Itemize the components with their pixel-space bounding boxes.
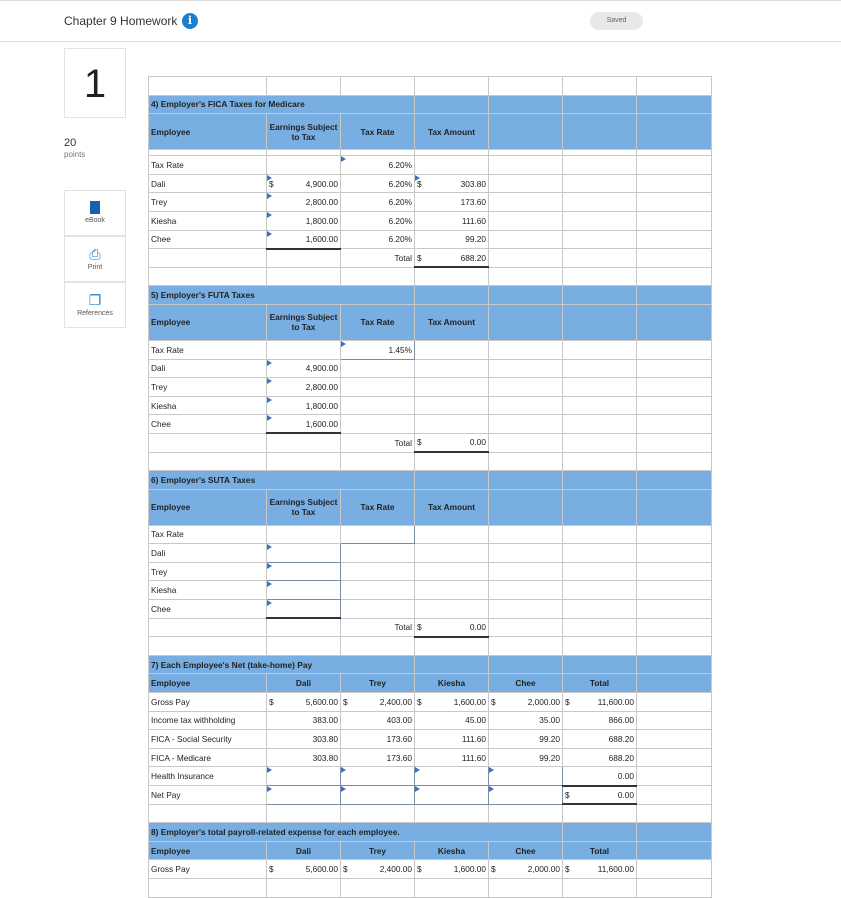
cell-value: 99.20 bbox=[489, 730, 563, 749]
section-7-title-row bbox=[149, 655, 712, 674]
table-row bbox=[149, 878, 712, 897]
table-row bbox=[149, 378, 712, 397]
header-tax-rate: Tax Rate bbox=[341, 114, 415, 150]
ebook-button[interactable] bbox=[64, 190, 126, 236]
dollar-sign: $ bbox=[417, 178, 422, 189]
header-chee: Chee bbox=[489, 841, 563, 860]
dollar-sign: $ bbox=[417, 437, 422, 448]
total-row bbox=[149, 433, 712, 452]
row-label: Gross Pay bbox=[149, 860, 267, 879]
cell-value: 173.60 bbox=[341, 730, 415, 749]
total-label: Total bbox=[341, 618, 415, 637]
table-row bbox=[149, 562, 712, 581]
net-input-chee[interactable] bbox=[489, 786, 563, 805]
row-label: Kiesha bbox=[149, 396, 267, 415]
row-label: Kiesha bbox=[149, 581, 267, 600]
total-row bbox=[149, 618, 712, 637]
health-input-trey[interactable] bbox=[341, 767, 415, 786]
total-value: 688.20 bbox=[460, 252, 486, 263]
gross-pay-row bbox=[149, 693, 712, 712]
table-row bbox=[149, 396, 712, 415]
header-earnings: Earnings Subject to Tax bbox=[267, 489, 341, 525]
section-title: 6) Employer's SUTA Taxes bbox=[149, 471, 415, 490]
earnings-input[interactable] bbox=[267, 544, 341, 563]
dollar-sign: $ bbox=[417, 252, 422, 263]
book-icon bbox=[90, 201, 100, 214]
header-employee: Employee bbox=[149, 304, 267, 340]
header-employee: Employee bbox=[149, 489, 267, 525]
table-row bbox=[149, 230, 712, 249]
gross-chee: 2,000.00 bbox=[527, 696, 560, 707]
points-display bbox=[64, 138, 85, 160]
assignment-title: Chapter 9 Homework bbox=[64, 14, 178, 28]
header-earnings: Earnings Subject to Tax bbox=[267, 304, 341, 340]
tax-rate-value: 6.20% bbox=[341, 230, 415, 249]
tax-rate-input[interactable] bbox=[341, 525, 415, 544]
fica-medicare-row bbox=[149, 748, 712, 767]
row-label: FICA - Medicare bbox=[149, 748, 267, 767]
row-label: Dali bbox=[149, 174, 267, 193]
tax-rate-value: 6.20% bbox=[341, 156, 415, 175]
dollar-sign: $ bbox=[565, 696, 570, 707]
references-label: References bbox=[77, 310, 113, 317]
table-row bbox=[149, 211, 712, 230]
gross-dali: 5,600.00 bbox=[305, 864, 338, 875]
section-7-header-row bbox=[149, 674, 712, 693]
header-earnings: Earnings Subject to Tax bbox=[267, 114, 341, 150]
earnings-value: 1,800.00 bbox=[267, 396, 341, 415]
section-5-title-row bbox=[149, 286, 712, 305]
health-input-chee[interactable] bbox=[489, 767, 563, 786]
header-trey: Trey bbox=[341, 841, 415, 860]
earnings-value: 1,600.00 bbox=[267, 415, 341, 434]
section-title: 5) Employer's FUTA Taxes bbox=[149, 286, 415, 305]
header-employee: Employee bbox=[149, 114, 267, 150]
net-input-dali[interactable] bbox=[267, 786, 341, 805]
print-label: Print bbox=[87, 264, 103, 271]
dollar-sign: $ bbox=[565, 864, 570, 875]
section-5-header-row bbox=[149, 304, 712, 340]
row-label: Tax Rate bbox=[149, 525, 267, 544]
references-button[interactable] bbox=[64, 282, 126, 328]
dollar-sign: $ bbox=[491, 696, 496, 707]
row-label: Chee bbox=[149, 415, 267, 434]
row-label: Chee bbox=[149, 230, 267, 249]
dollar-sign: $ bbox=[343, 864, 348, 875]
earnings-value: 4,900.00 bbox=[267, 359, 341, 378]
tax-rate-value: 6.20% bbox=[341, 174, 415, 193]
gross-kiesha: 1,600.00 bbox=[453, 864, 486, 875]
table-row bbox=[149, 359, 712, 378]
header-dali: Dali bbox=[267, 841, 341, 860]
section-6-header-row bbox=[149, 489, 712, 525]
cell-value: 303.80 bbox=[267, 730, 341, 749]
points-label: points bbox=[64, 150, 86, 159]
gross-trey: 2,400.00 bbox=[379, 864, 412, 875]
printer-icon: ⎙ bbox=[89, 246, 101, 262]
tax-rate-value: 6.20% bbox=[341, 193, 415, 212]
cell-value: 111.60 bbox=[415, 748, 489, 767]
total-value: 0.00 bbox=[469, 622, 486, 633]
cell-value: 35.00 bbox=[489, 711, 563, 730]
income-tax-row bbox=[149, 711, 712, 730]
table-row bbox=[149, 525, 712, 544]
tax-rate-input[interactable]: 1.45% bbox=[341, 340, 415, 359]
row-label: Chee bbox=[149, 600, 267, 619]
top-bar bbox=[0, 0, 841, 42]
table-row bbox=[149, 415, 712, 434]
total-row bbox=[149, 249, 712, 268]
header-chee: Chee bbox=[489, 674, 563, 693]
dollar-sign: $ bbox=[269, 864, 274, 875]
earnings-value: 2,800.00 bbox=[267, 193, 341, 212]
header-dali: Dali bbox=[267, 674, 341, 693]
row-label: Dali bbox=[149, 359, 267, 378]
dollar-sign: $ bbox=[417, 696, 422, 707]
header-tax-rate: Tax Rate bbox=[341, 489, 415, 525]
tax-rate-value: 6.20% bbox=[341, 211, 415, 230]
tax-amount-value: 99.20 bbox=[415, 230, 489, 249]
header-employee: Employee bbox=[149, 841, 267, 860]
earnings-value: 1,600.00 bbox=[267, 230, 341, 249]
dollar-sign: $ bbox=[417, 864, 422, 875]
tax-amount-value: 173.60 bbox=[415, 193, 489, 212]
gross-chee: 2,000.00 bbox=[527, 864, 560, 875]
section-8-header-row bbox=[149, 841, 712, 860]
net-pay-row bbox=[149, 786, 712, 805]
header-tax-amount: Tax Amount bbox=[415, 114, 489, 150]
table-row bbox=[149, 340, 712, 359]
header-tax-amount: Tax Amount bbox=[415, 304, 489, 340]
table-row bbox=[149, 581, 712, 600]
cell-value: 688.20 bbox=[563, 730, 637, 749]
cell-value: 303.80 bbox=[267, 748, 341, 767]
dollar-sign: $ bbox=[417, 622, 422, 633]
row-label: Health Insurance bbox=[149, 767, 267, 786]
gross-dali: 5,600.00 bbox=[305, 696, 338, 707]
health-input-kiesha[interactable] bbox=[415, 767, 489, 786]
worksheet bbox=[148, 76, 712, 898]
header-kiesha: Kiesha bbox=[415, 841, 489, 860]
header-trey: Trey bbox=[341, 674, 415, 693]
row-label: Gross Pay bbox=[149, 693, 267, 712]
worksheet-table bbox=[148, 76, 712, 898]
section-title: 7) Each Employee's Net (take-home) Pay bbox=[149, 655, 415, 674]
dollar-sign: $ bbox=[269, 696, 274, 707]
table-row bbox=[149, 600, 712, 619]
header-tax-amount: Tax Amount bbox=[415, 489, 489, 525]
row-label: Kiesha bbox=[149, 211, 267, 230]
dollar-sign: $ bbox=[491, 864, 496, 875]
row-label: Trey bbox=[149, 378, 267, 397]
cell-value: 45.00 bbox=[415, 711, 489, 730]
copy-icon: ❐ bbox=[88, 292, 102, 308]
health-insurance-row bbox=[149, 767, 712, 786]
earnings-value: 4,900.00 bbox=[305, 178, 338, 189]
gross-pay-row bbox=[149, 860, 712, 879]
section-4-header-row bbox=[149, 114, 712, 150]
earnings-value: 1,800.00 bbox=[267, 211, 341, 230]
net-total: 0.00 bbox=[617, 789, 634, 800]
header-kiesha: Kiesha bbox=[415, 674, 489, 693]
dollar-sign: $ bbox=[565, 789, 570, 800]
row-label: Tax Rate bbox=[149, 340, 267, 359]
dollar-sign: $ bbox=[343, 696, 348, 707]
section-8-title-row bbox=[149, 823, 712, 842]
ebook-label: eBook bbox=[85, 217, 105, 224]
row-label: Trey bbox=[149, 193, 267, 212]
header-total: Total bbox=[563, 841, 637, 860]
row-label: Dali bbox=[149, 544, 267, 563]
total-label: Total bbox=[341, 433, 415, 452]
cell-value: 688.20 bbox=[563, 748, 637, 767]
section-6-title-row bbox=[149, 471, 712, 490]
table-row bbox=[149, 156, 712, 175]
tax-amount-value: 303.80 bbox=[460, 178, 486, 189]
section-title: 8) Employer's total payroll-related expense for each employee. bbox=[149, 823, 563, 842]
earnings-value: 2,800.00 bbox=[267, 378, 341, 397]
net-input-kiesha[interactable] bbox=[415, 786, 489, 805]
total-value: 0.00 bbox=[469, 437, 486, 448]
table-row bbox=[149, 193, 712, 212]
cell-value: 111.60 bbox=[415, 730, 489, 749]
question-number: 1 bbox=[64, 48, 126, 118]
earnings-input[interactable] bbox=[267, 581, 341, 600]
header-total: Total bbox=[563, 674, 637, 693]
cell-value: 99.20 bbox=[489, 748, 563, 767]
gross-kiesha: 1,600.00 bbox=[453, 696, 486, 707]
row-label: Net Pay bbox=[149, 786, 267, 805]
row-label: Trey bbox=[149, 562, 267, 581]
fica-ss-row bbox=[149, 730, 712, 749]
points-value: 20 bbox=[64, 137, 77, 149]
row-label: Income tax withholding bbox=[149, 711, 267, 730]
cell-value: 403.00 bbox=[341, 711, 415, 730]
section-4-title-row bbox=[149, 95, 712, 114]
cell-value: 383.00 bbox=[267, 711, 341, 730]
info-icon[interactable]: i bbox=[182, 13, 198, 29]
row-label: FICA - Social Security bbox=[149, 730, 267, 749]
earnings-input[interactable] bbox=[267, 562, 341, 581]
header-tax-rate: Tax Rate bbox=[341, 304, 415, 340]
cell-value: 866.00 bbox=[563, 711, 637, 730]
dollar-sign: $ bbox=[269, 178, 274, 189]
tax-amount-value: 111.60 bbox=[415, 211, 489, 230]
saved-badge: Saved bbox=[590, 12, 643, 30]
row-label: Tax Rate bbox=[149, 156, 267, 175]
gross-trey: 2,400.00 bbox=[379, 696, 412, 707]
health-input-dali[interactable] bbox=[267, 767, 341, 786]
header-employee: Employee bbox=[149, 674, 267, 693]
cell-value: 173.60 bbox=[341, 748, 415, 767]
total-label: Total bbox=[341, 249, 415, 268]
gross-total: 11,600.00 bbox=[597, 864, 634, 875]
gross-total: 11,600.00 bbox=[597, 696, 634, 707]
table-row bbox=[149, 174, 712, 193]
net-input-trey[interactable] bbox=[341, 786, 415, 805]
table-row bbox=[149, 544, 712, 563]
health-total: 0.00 bbox=[563, 767, 637, 786]
section-title: 4) Employer's FICA Taxes for Medicare bbox=[149, 95, 415, 114]
print-button[interactable] bbox=[64, 236, 126, 282]
blank-row bbox=[149, 77, 712, 96]
earnings-input[interactable] bbox=[267, 600, 341, 619]
